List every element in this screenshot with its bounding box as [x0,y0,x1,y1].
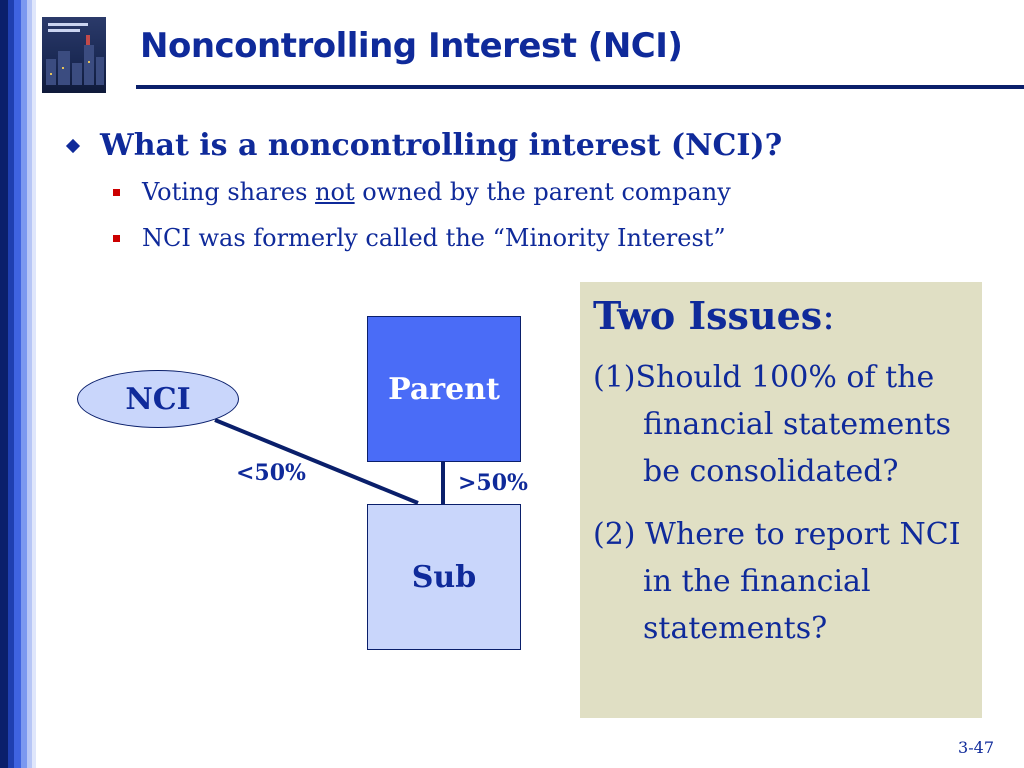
issues-box [580,282,982,718]
issues-title [593,292,970,340]
parent-label: Parent [388,371,500,407]
issues-title-text: Two Issues [593,293,823,338]
main-bullet-text: What is a noncontrolling interest (NCI)? [100,128,783,163]
nci-share-label: <50% [236,460,306,486]
nci-oval [77,370,239,428]
sub-bullet-1-emphasis: not [315,178,355,206]
sub-bullet-1-pre: Voting shares [142,178,316,206]
sub-bullet-2-text: NCI was formerly called the “Minority Interest” [142,224,726,252]
sub-box [367,504,521,650]
parent-share-label: >50% [458,470,528,496]
nci-label: NCI [125,381,191,417]
page-number: 3-47 [958,738,994,757]
issue-item-2: (2) Where to report NCI in the financial statements? [593,517,961,646]
sub-label: Sub [411,559,477,595]
issue-item-1: (1)Should 100% of the financial statements be consolidated? [593,360,952,489]
parent-box [367,316,521,462]
slide-title: Noncontrolling Interest (NCI) [140,26,683,66]
sub-bullet-1-post: owned by the parent company [354,178,731,206]
issues-title-colon: : [822,294,835,338]
